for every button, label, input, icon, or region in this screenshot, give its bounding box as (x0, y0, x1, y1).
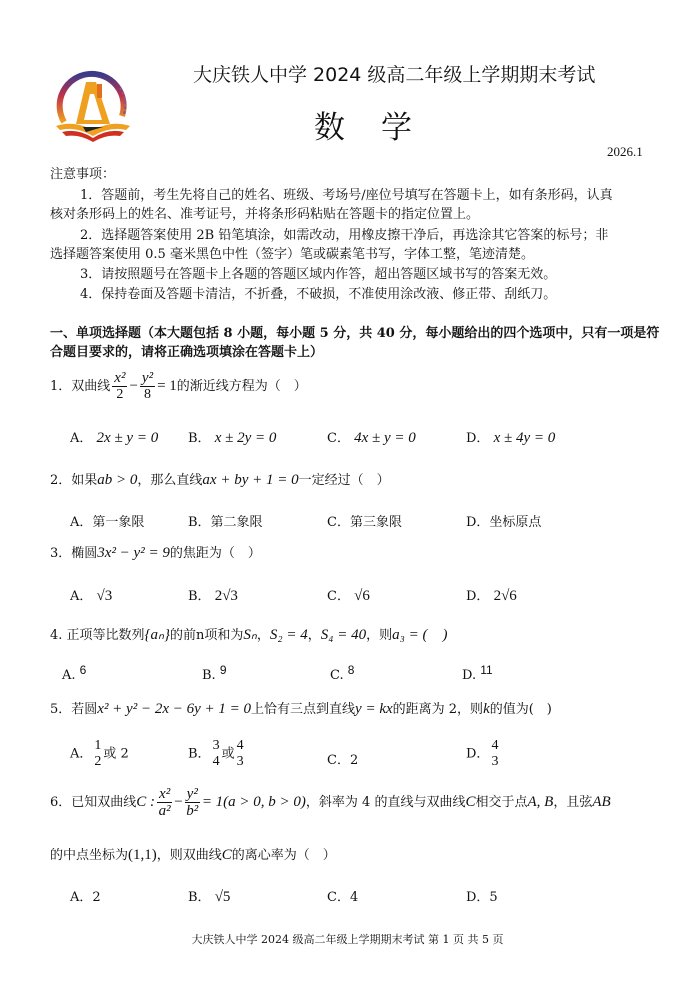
fraction (157, 786, 172, 819)
denominator: 2 (116, 387, 124, 402)
text: 3x² − y² = 9 (97, 545, 170, 561)
option-d[interactable]: D．5 (466, 890, 498, 905)
question-5 (50, 698, 552, 718)
text: 的值为( ) (489, 702, 552, 717)
text: 的前n项和为 (170, 628, 244, 643)
text: S₂ = 4 (269, 627, 308, 643)
option-c[interactable]: C．2 (327, 753, 359, 768)
exam-date: 2026.1 (607, 144, 643, 159)
text: x² + y² − 2x − 6y + 1 = 0 (97, 701, 252, 717)
text: 4x ± y = 0 (354, 430, 416, 446)
option-c[interactable] (327, 585, 370, 605)
text: (1,1) (128, 847, 157, 863)
text: C (465, 794, 476, 810)
note-line: 核对条形码上的姓名、准考证号，并将条形码粘贴在答题卡的指定位置上。 (50, 207, 480, 222)
note-line: 1．答题前，考生先将自己的姓名、班级、考场号/座位号填写在答题卡上，如有条形码，认真 (80, 188, 613, 203)
subject-title: 数学 (314, 110, 448, 146)
question-1 (50, 370, 307, 403)
text: A． (70, 589, 93, 604)
numerator: x² (114, 370, 126, 386)
text: ab > 0 (97, 472, 138, 488)
option-a[interactable] (70, 427, 158, 447)
note-line: 2．选择题答案使用 2B 铅笔填涂，如需改动，用橡皮擦干净后，再选涂其它答案的标号；非 (80, 228, 609, 243)
option-b[interactable]: B．第二象限 (188, 515, 263, 530)
fraction (94, 738, 101, 770)
text: C : (136, 794, 156, 810)
text: B． (188, 890, 211, 905)
text: 4. 正项等比数列 (50, 628, 145, 643)
math: − (129, 378, 138, 394)
option-a[interactable] (70, 585, 112, 605)
text: ax + by + 1 = 0 (202, 472, 299, 488)
text: ， (307, 628, 321, 643)
text: y² (186, 786, 198, 802)
text: 3 (212, 738, 220, 753)
text: 4 (491, 738, 499, 753)
fraction (213, 738, 220, 770)
question-4 (50, 623, 447, 644)
text: ， (256, 628, 270, 643)
notes-heading: 注意事项： (50, 167, 116, 182)
text: a₃ = ( ) (392, 627, 448, 643)
text: D． (466, 746, 490, 762)
text: D． (466, 589, 490, 604)
text: 的中点坐标为 (50, 848, 129, 863)
text: 11 (480, 663, 493, 677)
option-d[interactable] (466, 738, 500, 770)
text: 一定经过（ ） (298, 473, 390, 488)
text: D． (466, 431, 490, 446)
text: A． (70, 746, 93, 762)
option-d[interactable] (466, 427, 555, 447)
text: 2．如果 (50, 473, 98, 488)
text: 3 (236, 754, 244, 769)
text: ，那么直线 (137, 473, 203, 488)
option-d[interactable]: D．坐标原点 (466, 515, 542, 530)
text: D. (462, 668, 477, 683)
fraction (140, 370, 155, 403)
text: C. (330, 668, 344, 683)
text: x ± 4y = 0 (493, 430, 556, 446)
text: 3．椭圆 (50, 546, 98, 561)
text: a² (158, 803, 171, 819)
text: ，则双曲线 (156, 848, 222, 863)
question-2 (50, 469, 390, 489)
text: ，且弦 (553, 795, 593, 810)
text: Sₙ (243, 627, 257, 643)
text: 上恰有三点到直线 (251, 702, 356, 717)
option-c[interactable] (330, 663, 355, 683)
text: S₄ = 40 (320, 627, 367, 643)
text: 3 (491, 754, 499, 769)
option-a[interactable] (62, 663, 87, 683)
text: {aₙ} (144, 627, 171, 643)
text: 4 (212, 754, 220, 769)
note-line: 3．请按照题号在答题卡上各题的答题区域内作答，超出答题区域书写的答案无效。 (80, 267, 557, 282)
text: B. (202, 668, 216, 683)
text: 2 (94, 754, 102, 769)
option-c[interactable] (327, 427, 416, 447)
text: x ± 2y = 0 (214, 430, 277, 446)
text: b² (186, 803, 199, 819)
text: √6 (354, 588, 370, 604)
note-line: 选择题答案使用 0.5 毫米黑色中性（签字）笔或碳素笔书写，字体工整，笔迹清楚。 (50, 247, 534, 262)
school-logo (50, 64, 136, 144)
option-a[interactable]: A．2 (70, 890, 101, 905)
text: B． (188, 589, 211, 604)
option-d[interactable] (462, 663, 493, 683)
numerator: y² (141, 370, 154, 386)
text: C (221, 847, 232, 863)
math: = 1 (157, 378, 177, 394)
text: y = kx (355, 701, 393, 717)
option-d[interactable] (466, 585, 517, 605)
text: k (483, 701, 490, 717)
text: 2x ± y = 0 (96, 430, 159, 446)
exam-title: 大庆铁人中学 2024 级高二年级上学期期末考试 (193, 64, 596, 86)
fraction (491, 738, 498, 770)
section-heading: 一、单项选择题（本大题包括 8 小题，每小题 5 分，共 40 分，每小题给出的四个选项中，只有一项是符合题目要求的，请将正确选项填涂在答题卡上） (50, 326, 660, 360)
text: C． (327, 431, 350, 446)
text: x² (159, 786, 171, 802)
text: B． (188, 746, 211, 762)
text: A, B (527, 794, 554, 810)
text: 相交于点 (475, 795, 528, 810)
fraction (185, 786, 200, 819)
text: 9 (219, 663, 227, 677)
text: 1 (94, 738, 102, 753)
text: 2√3 (214, 588, 238, 604)
text: − (174, 794, 183, 810)
page-footer: 大庆铁人中学 2024 级高二年级上学期期末考试 第 1 页 共 5 页 (191, 933, 504, 946)
text: 的焦距为（ ） (169, 546, 261, 561)
text: 5．若圆 (50, 702, 98, 717)
option-b[interactable] (202, 663, 227, 683)
denominator: 8 (143, 387, 151, 402)
fraction (237, 738, 244, 770)
option-a[interactable] (70, 738, 129, 770)
text: A. (62, 668, 76, 683)
fraction (112, 370, 127, 403)
text: A． (70, 431, 93, 446)
text: 6 (79, 663, 87, 677)
option-b[interactable] (188, 585, 238, 605)
text: 8 (347, 663, 355, 677)
text: 2√6 (493, 588, 517, 604)
question-3 (50, 542, 261, 562)
note-line: 4．保持卷面及答题卡清洁，不折叠，不破损，不准使用涂改液、修正带、刮纸刀。 (80, 287, 557, 302)
text: 6．已知双曲线 (50, 795, 137, 810)
option-b[interactable] (188, 427, 276, 447)
option-c[interactable]: C．4 (327, 890, 359, 905)
text: = 1(a > 0, b > 0) (201, 794, 306, 810)
option-b[interactable] (188, 886, 230, 906)
question-6-continued (50, 844, 336, 864)
text: ，斜率为 4 的直线与双曲线 (305, 795, 466, 810)
option-a[interactable]: A．第一象限 (70, 515, 145, 530)
text: 或 2 (103, 746, 129, 762)
q-text: 1．双曲线 (50, 379, 111, 394)
text: C． (327, 589, 350, 604)
text: 或 (221, 746, 235, 762)
text: 的离心率为（ ） (231, 848, 336, 863)
option-c[interactable]: C．第三象限 (327, 515, 402, 530)
text: ，则 (366, 628, 393, 643)
text: 4 (236, 738, 244, 753)
text: B． (188, 431, 211, 446)
text: √5 (214, 889, 231, 905)
q-text: 的渐近线方程为（ ） (176, 379, 307, 394)
text: AB (592, 794, 611, 810)
text: √3 (96, 588, 113, 604)
question-6 (50, 786, 611, 819)
text: 的距离为 2，则 (392, 702, 484, 717)
option-b[interactable] (188, 738, 246, 770)
